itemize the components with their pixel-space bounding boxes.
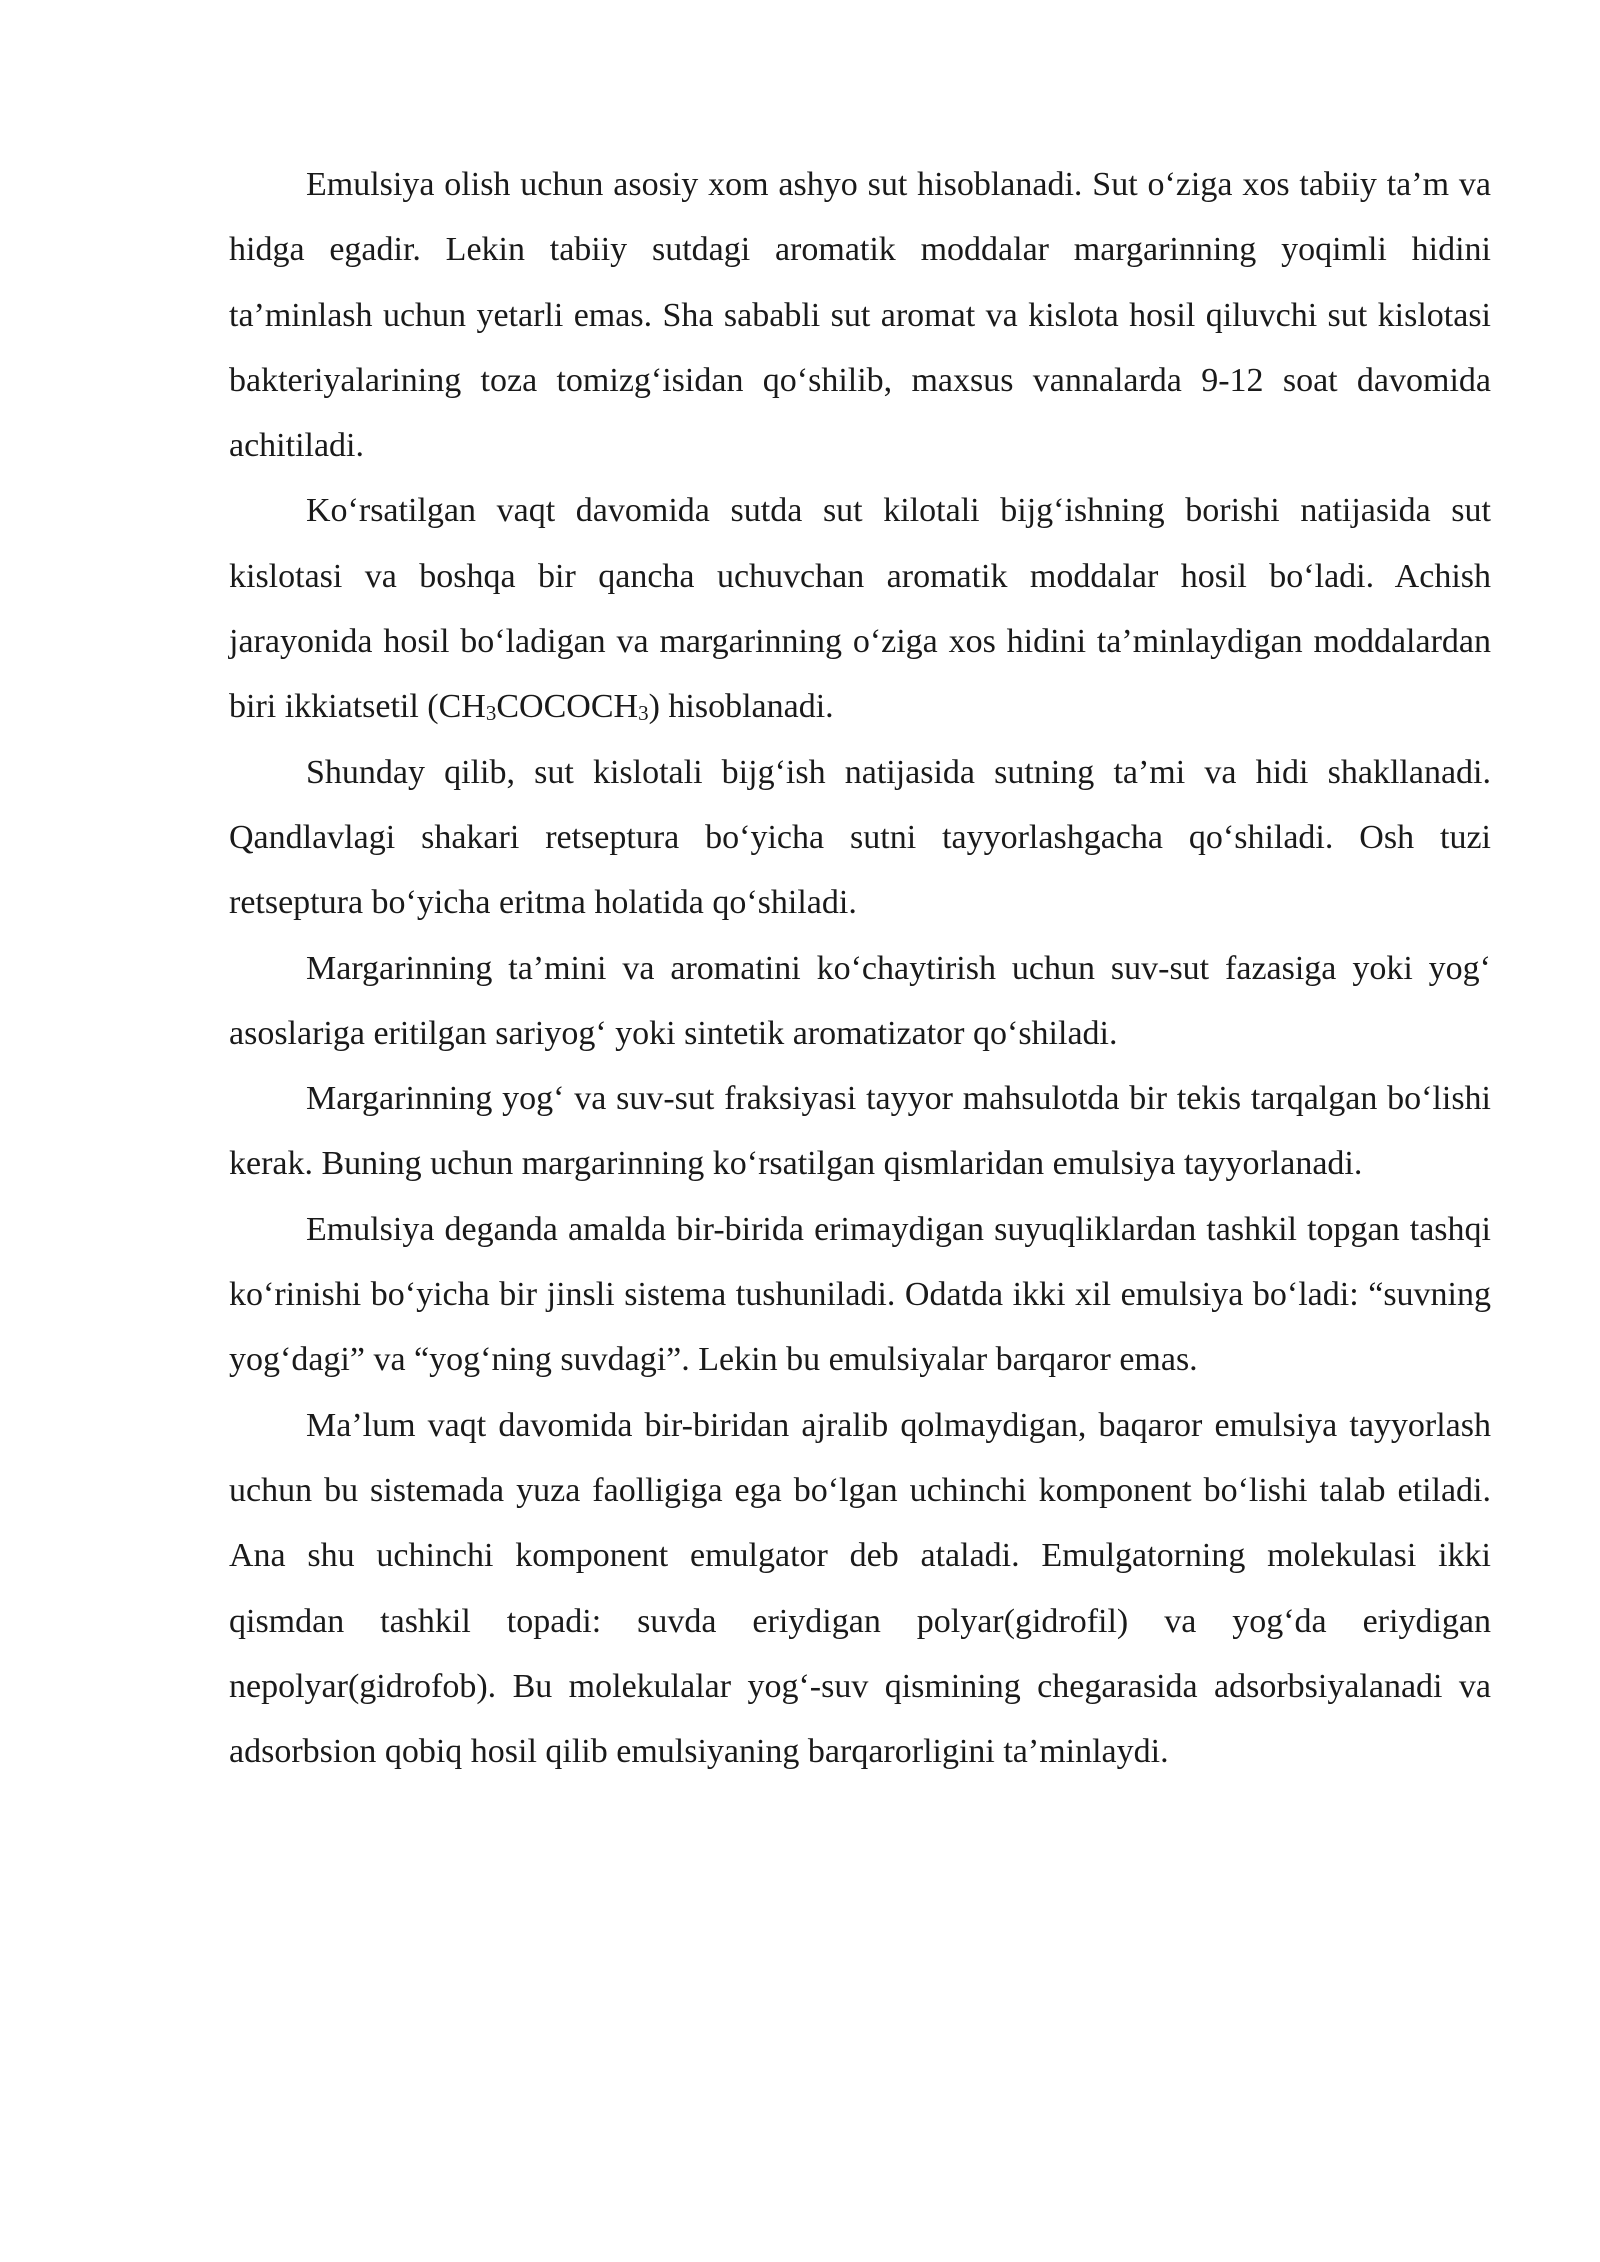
paragraph-4: Margarinning ta’mini va aromatini ko‘chaytirish uchun suv-sut fazasiga yoki yog‘ asoslariga eritilgan sariyog‘ yoki sintetik aromatizator qo‘shiladi. [229,949,1491,1052]
paragraph-3: Shunday qilib, sut kislotali bijg‘ish natijasida sutning ta’mi va hidi shakllanadi. Qandlavlagi shakari retseptura bo‘yicha sutni tayyorlashgacha qo‘shiladi. Osh tuzi retseptura bo‘yicha eritma holatida qo‘shiladi. [229,753,1491,922]
paragraph-6: Emulsiya deganda amalda bir-birida erimaydigan suyuqliklardan tashkil topgan tashqi ko‘rinishi bo‘yicha bir jinsli sistema tushuniladi. Odatda ikki xil emulsiya bo‘ladi: “suvning yog‘dagi” va “yog‘ning suvdagi”. Lekin bu emulsiyalar barqaror emas. [229,1210,1491,1379]
paragraph-2-text-mid: COCOCH [496,688,639,726]
document-page [229,152,1491,1784]
paragraph-7: Ma’lum vaqt davomida bir-biridan ajralib qolmaydigan, baqaror emulsiya tayyorlash uchun bu sistemada yuza faolligiga ega bo‘lgan uchinchi komponent bo‘lishi talab etiladi. Ana shu uchinchi komponent emulgator deb ataladi. Emulgatorning molekulasi ikki qismdan tashkil topadi: suvda eriydigan polyar(gidrofil) va yog‘da eriydigan nepolyar(gidrofob). Bu molekulalar yog‘-suv qismining chegarasida adsorbsiyalanadi va adsorbsion qobiq hosil qilib emulsiyaning barqarorligini ta’minlaydi. [229,1406,1491,1771]
paragraph-2-text-after: ) hisoblanadi. [648,688,834,726]
paragraph-2 [229,478,1491,739]
paragraph-2-text-before: Ko‘rsatilgan vaqt davomida sutda sut kilotali bijg‘ishning borishi natijasida sut kislotasi va boshqa bir qancha uchuvchan aromatik moddalar hosil bo‘ladi. Achish jarayonida hosil bo‘ladigan va margarinning o‘ziga xos hidini ta’minlaydigan moddalardan biri ikkiatsetil (CH [229,492,1491,726]
subscript-3-first: 3 [485,701,497,726]
paragraph-5: Margarinning yog‘ va suv-sut fraksiyasi tayyor mahsulotda bir tekis tarqalgan bo‘lishi kerak. Buning uchun margarinning ko‘rsatilgan qismlaridan emulsiya tayyorlanadi. [229,1080,1491,1183]
paragraph-1: Emulsiya olish uchun asosiy xom ashyo sut hisoblanadi. Sut o‘ziga xos tabiiy ta’m va hidga egadir. Lekin tabiiy sutdagi aromatik moddalar margarinning yoqimli hidini ta’minlash uchun yetarli emas. Sha sababli sut aromat va kislota hosil qiluvchi sut kislotasi bakteriyalarining toza tomizg‘isidan qo‘shilib, maxsus vannalarda 9-12 soat davomida achitiladi. [229,166,1491,465]
subscript-3-second: 3 [638,701,649,726]
